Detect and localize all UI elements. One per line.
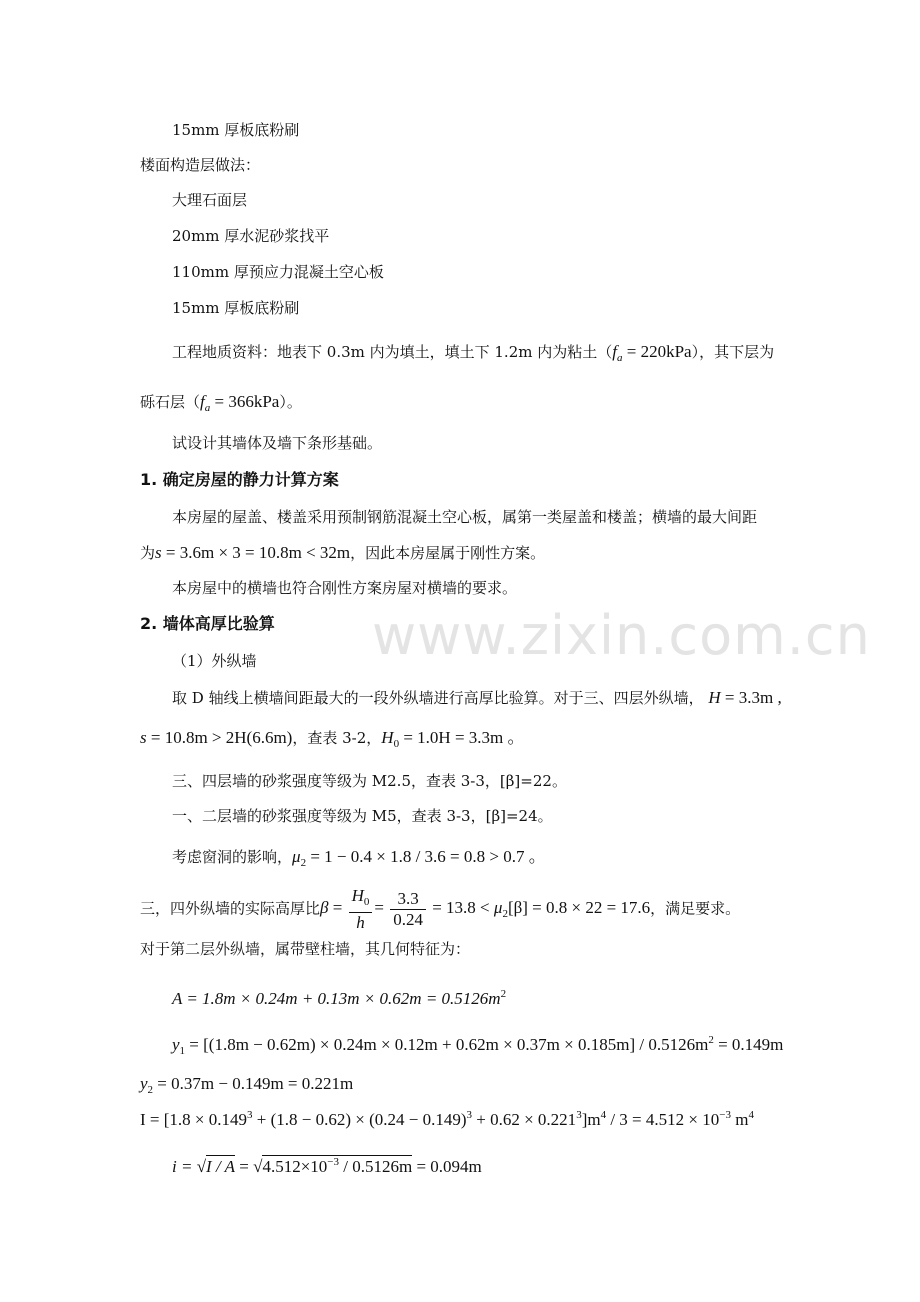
section-1-para-2: 为s = 3.6m × 3 = 10.8m < 32m，因此本房屋属于刚性方案。 (140, 543, 546, 562)
section-2-para-1: 取 D 轴线上横墙间距最大的一段外纵墙进行高厚比验算。对于三、四层外纵墙， H = 3.3m , (172, 688, 782, 707)
section-2-para-2: s = 10.8m > 2H(6.6m)，查表 3-2，$H_0 = 1.0H = 3.3m$ 。 (140, 728, 525, 750)
watermark: www.zixin.com.cn (372, 604, 871, 667)
pilaster-wall-intro: 对于第二层外纵墙，属带壁柱墙，其几何特征为： (140, 940, 471, 958)
section-1-heading: 1. 确定房屋的静力计算方案 (140, 470, 339, 489)
mortar-grade-1-2: 一、二层墙的砂浆强度等级为 M5，查表 3-3，[β]=24。 (172, 807, 553, 825)
radius-of-gyration-formula: $i = √I / A = √4.512\times 10^{-3} / 0.5126m = 0.094m$ (172, 1156, 482, 1176)
section-1-para-1: 本房屋的屋盖、楼盖采用预制钢筋混凝土空心板，属第一类屋盖和楼盖；横墙的最大间距 (172, 508, 758, 526)
design-task: 试设计其墙体及墙下条形基础。 (172, 434, 383, 452)
fraction-3-3-0-24: $\frac{3.3}{0.24}$ (390, 889, 426, 930)
height-thickness-ratio: 三，四外纵墙的实际高厚比β = $\frac{H_0}{h}$ = $\frac{3.3}{0.24}$ = $13.8 < \mu_2[\beta] = 0.8 \times 22 = 17.6$，满足要求。 (140, 886, 741, 932)
floor-layer-plaster: 15mm 厚板底粉刷 (172, 299, 300, 317)
floor-construction-heading: 楼面构造层做法： (140, 156, 261, 174)
area-formula: $A = 1.8m \times 0.24m + 0.13m \times 0.62m = 0.5126m^2$ (172, 988, 507, 1008)
subsection-outer-wall: （1）外纵墙 (172, 652, 257, 670)
floor-layer-mortar: 20mm 厚水泥砂浆找平 (172, 227, 330, 245)
fraction-h0-h: $\frac{H_0}{h}$ (349, 886, 373, 933)
y2-formula: $y_2 = 0.37m - 0.149m = 0.221m$ (140, 1074, 354, 1096)
section-1-para-3: 本房屋中的横墙也符合刚性方案房屋对横墙的要求。 (172, 579, 518, 597)
y1-formula: $y_1 = [(1.8m - 0.62m) \times 0.24m \times 0.12m + 0.62m \times 0.37m \times 0.185m] / 0.5126m^2 = 0.149m$ (172, 1034, 784, 1057)
inertia-formula: $I = [1.8 \times 0.149^3 + (1.8 - 0.62) \times (0.24 - 0.149)^3 + 0.62 \times 0.221^3]m^4 / 3 = 4.512 \times 10^{-3}$ $m^4$ (140, 1109, 754, 1129)
section-2-heading: 2. 墙体高厚比验算 (140, 614, 275, 633)
floor-layer-plaster-roof: 15mm 厚板底粉刷 (172, 121, 300, 139)
floor-layer-marble: 大理石面层 (172, 191, 248, 209)
window-opening-effect: 考虑窗洞的影响，$\mu_2 = 1 - 0.4 \times 1.8 / 3.6 = 0.8 > 0.7$ 。 (172, 847, 546, 869)
mortar-grade-3-4: 三、四层墙的砂浆强度等级为 M2.5，查表 3-3，[β]=22。 (172, 772, 567, 790)
floor-layer-slab: 110mm 厚预应力混凝土空心板 (172, 263, 384, 281)
geology-line-1: 工程地质资料：地表下 0.3m 内为填土，填土下 1.2m 内为粘土$(f_a = 220kPa)$，其下层为 (172, 342, 775, 364)
geology-line-2: 砾石层$(f_a = 366kPa)$。 (140, 392, 302, 414)
